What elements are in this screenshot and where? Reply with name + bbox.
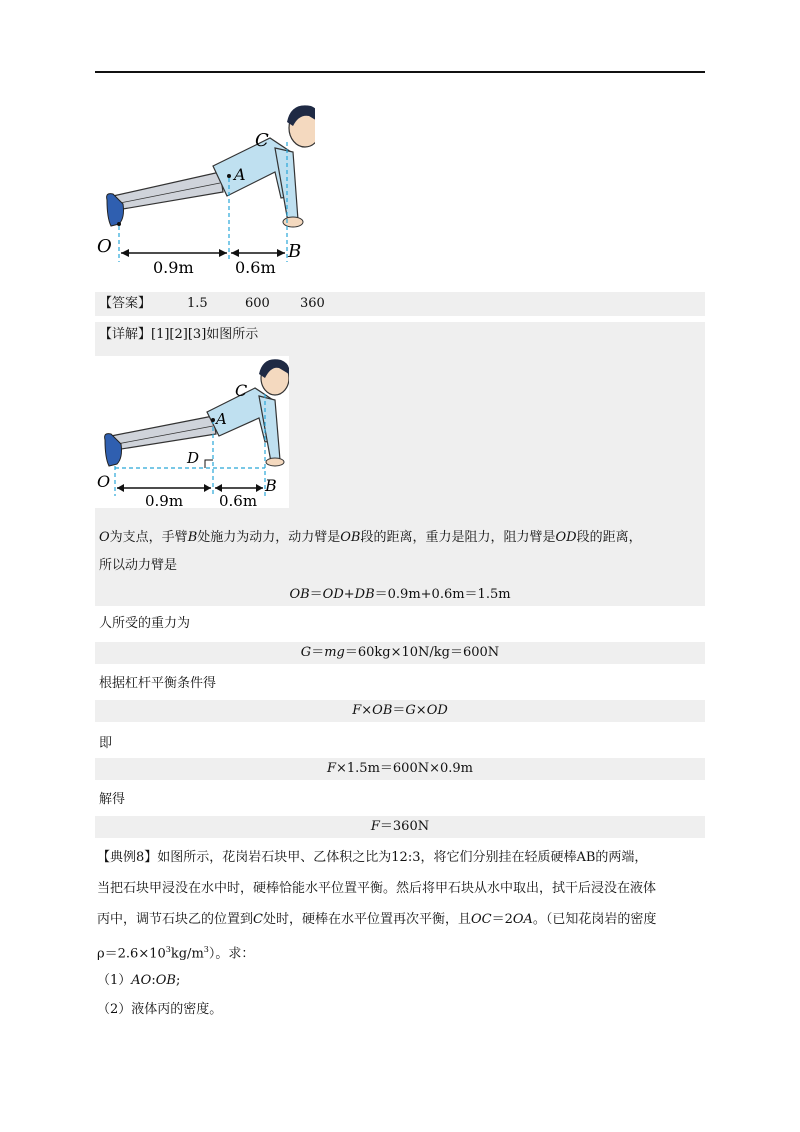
label-b: B — [288, 241, 302, 262]
explain-p3: 人所受的重力为 — [99, 616, 191, 631]
label-o: O — [97, 236, 112, 257]
label-a: A — [216, 410, 227, 428]
header-rule — [95, 71, 705, 73]
example8-line-2: 当把石块甲浸没在水中时，硬棒恰能水平位置平衡。然后将甲石块从水中取出，拭干后浸没在液体 — [97, 881, 657, 896]
equation-2: G＝mg＝60kg×10N/kg＝600N — [300, 645, 500, 660]
answer-value-3: 360 — [300, 296, 325, 311]
equation-3: F×OB＝G×OD — [352, 703, 448, 718]
hand — [266, 458, 284, 466]
dist-0-9m: 0.9m — [153, 258, 194, 277]
label-c: C — [235, 381, 248, 400]
detail-tag: 【详解】 — [99, 327, 152, 342]
detail-text: 如图所示 — [206, 327, 259, 342]
detail-row — [95, 322, 705, 348]
answer-value-1: 1.5 — [187, 296, 208, 311]
label-c: C — [255, 130, 269, 151]
example8-line-3: 丙中，调节石块乙的位置到C处时，硬棒在水平位置再次平衡，且OC＝2OA。（已知花岗岩的密度 — [97, 912, 657, 927]
dist-0-9m: 0.9m — [145, 492, 184, 508]
pushup-figure-2 — [95, 356, 289, 508]
label-a: A — [234, 165, 246, 184]
explain-p4: 根据杠杆平衡条件得 — [99, 676, 217, 691]
answer-tag: 【答案】 — [99, 296, 152, 311]
example8-line-4: $\rho=2.6\times 10^3kg/m^3$）。求： — [97, 945, 255, 962]
explain-p5: 即 — [99, 736, 113, 751]
label-b: B — [265, 476, 277, 495]
answer-value-2: 600 — [245, 296, 270, 311]
equation-1: OB＝OD+DB＝0.9m+0.6m＝1.5m — [289, 587, 511, 602]
dist-0-6m: 0.6m — [219, 492, 258, 508]
question-1: （1）AO:OB; — [97, 973, 181, 988]
example8-line-1: 【典例8】如图所示，花岗岩石块甲、乙体积之比为12:3，将它们分别挂在轻质硬棒AB的两端， — [97, 850, 648, 865]
equation-5: F＝360N — [370, 819, 430, 834]
explain-p2: 所以动力臂是 — [99, 558, 178, 573]
equation-4: F×1.5m＝600N×0.9m — [326, 761, 473, 776]
hand — [283, 217, 303, 227]
pushup-figure-1 — [95, 100, 315, 280]
explain-p1: O为支点，手臂B处施力为动力，动力臂是OB段的距离，重力是阻力，阻力臂是OD段的距离， — [99, 530, 642, 545]
legs — [113, 172, 223, 210]
answer-row — [95, 292, 705, 316]
explain-p6: 解得 — [99, 792, 126, 807]
detail-refs: [1][2][3] — [151, 327, 207, 342]
dist-0-6m: 0.6m — [235, 258, 276, 277]
question-2: （2）液体丙的密度。 — [97, 1002, 223, 1017]
label-d: D — [187, 449, 200, 467]
example8-tag: 【典例8】 — [97, 850, 158, 865]
label-o: O — [97, 472, 111, 491]
